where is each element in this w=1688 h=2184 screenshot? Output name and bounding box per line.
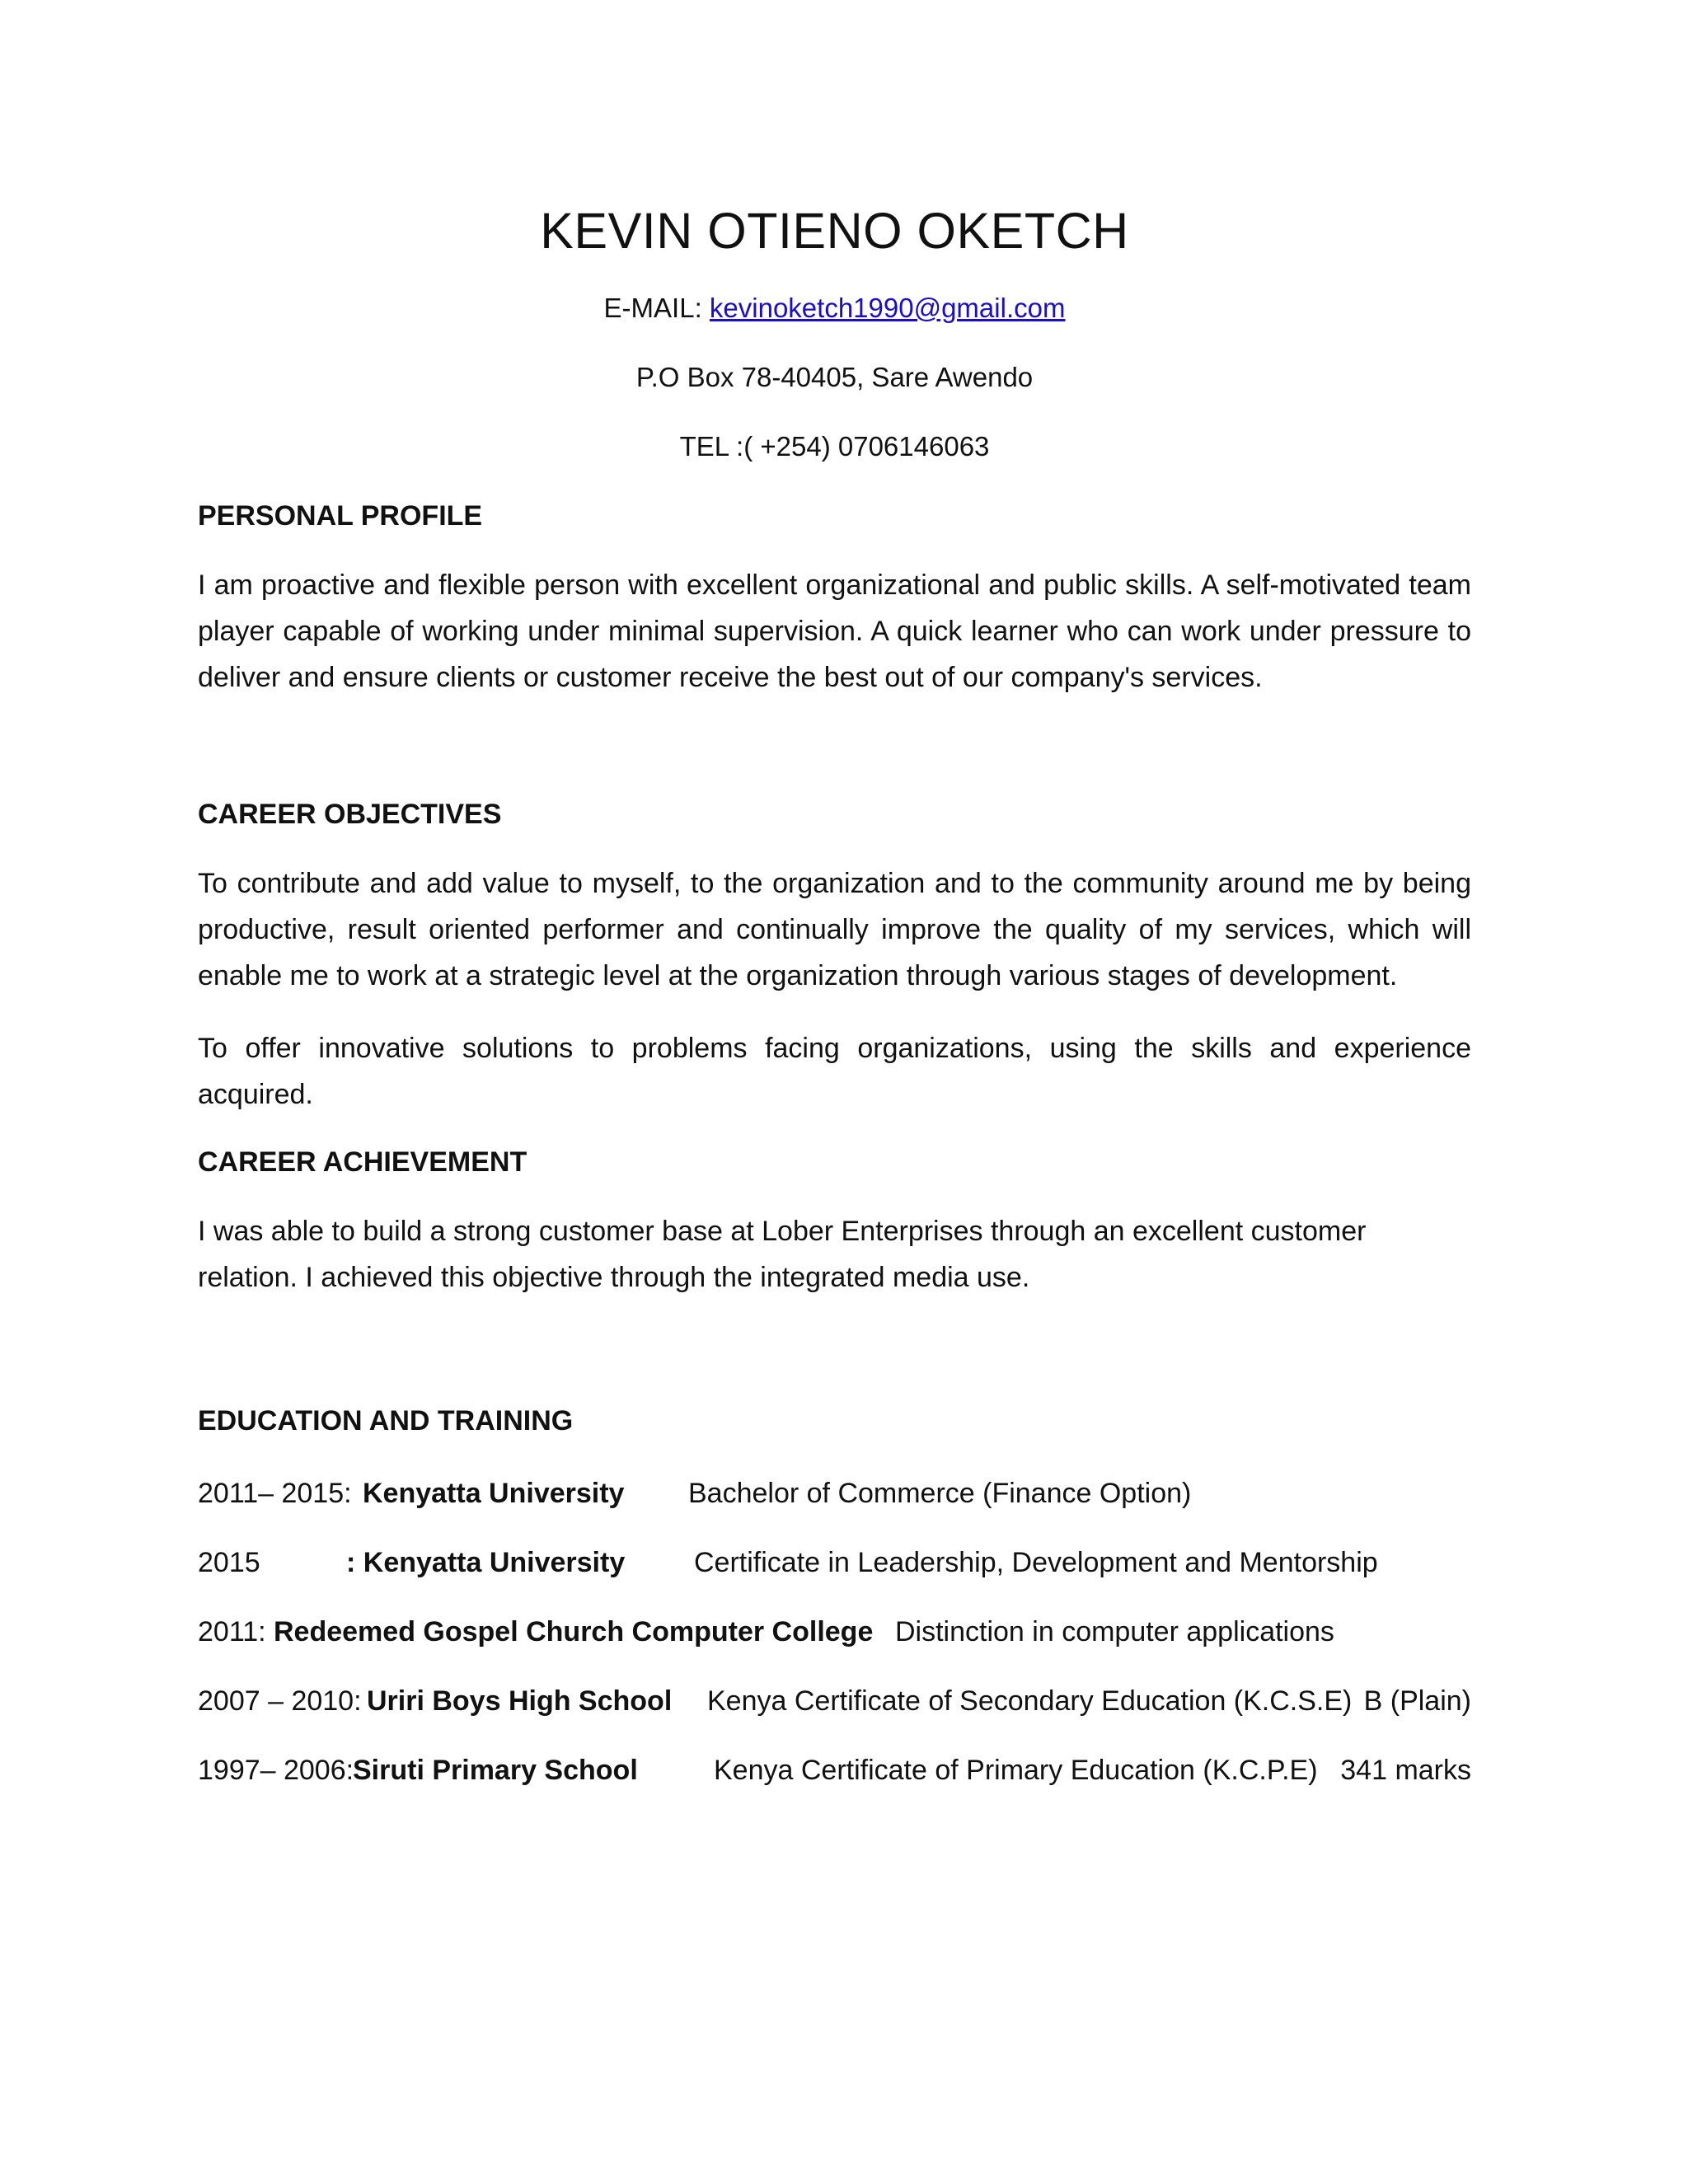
education-institution: Uriri Boys High School: [367, 1685, 673, 1717]
education-institution: Siruti Primary School: [353, 1755, 638, 1786]
education-award: Kenya Certificate of Primary Education (K.C.P.E): [714, 1755, 1318, 1786]
education-list: [198, 1459, 1471, 1805]
career-achievement-text: I was able to build a strong customer base at Lober Enterprises through an excellent customer relation. I achieved this objective through the integrated media use.: [198, 1216, 1367, 1293]
education-row: [198, 1666, 1471, 1736]
education-institution: Redeemed Gospel Church Computer College: [274, 1616, 874, 1647]
education-heading: EDUCATION AND TRAINING: [198, 1405, 574, 1436]
email-line: [198, 290, 1471, 326]
education-years: 2007 – 2010:: [198, 1685, 362, 1717]
career-achievement-heading: CAREER ACHIEVEMENT: [198, 1146, 528, 1178]
email-label: E-MAIL:: [603, 293, 710, 323]
education-award: Kenya Certificate of Secondary Education (K.C.S.E): [707, 1685, 1353, 1717]
education-award: Certificate in Leadership, Development and Mentorship: [694, 1547, 1378, 1578]
career-objectives-heading: CAREER OBJECTIVES: [198, 799, 502, 830]
telephone: TEL :( +254) 0706146063: [679, 431, 990, 462]
education-row: [198, 1736, 1471, 1805]
career-objective-paragraph-2: To offer innovative solutions to problems facing organizations, using the skills and experience acquired.: [198, 1033, 1471, 1110]
education-years: 1997– 2006:: [198, 1755, 354, 1786]
education-grade: 341 marks: [1340, 1755, 1471, 1786]
personal-profile-text: I am proactive and flexible person with excellent organizational and public skills. A self-motivated team player capable of working under minimal supervision. A quick learner who can work under pressure to deliver and ensure clients or customer receive the best out of our company's services.: [198, 569, 1471, 693]
education-award: Distinction in computer applications: [895, 1616, 1334, 1647]
career-objective-paragraph-1: To contribute and add value to myself, to the organization and to the community around me by being productive, result oriented performer and continually improve the quality of my services, which will enable me to work at a strategic level at the organization through various stages of development.: [198, 868, 1471, 991]
education-grade: B (Plain): [1363, 1685, 1471, 1717]
resume-content: [198, 190, 1471, 1805]
education-institution: : Kenyatta University: [346, 1547, 626, 1578]
education-award: Bachelor of Commerce (Finance Option): [688, 1478, 1192, 1509]
education-row: [198, 1597, 1471, 1666]
personal-profile-heading: PERSONAL PROFILE: [198, 500, 483, 532]
education-institution: Kenyatta University: [363, 1478, 625, 1509]
candidate-name: KEVIN OTIENO OKETCH: [540, 203, 1129, 259]
education-row: [198, 1528, 1471, 1597]
postal-address: P.O Box 78-40405, Sare Awendo: [635, 362, 1034, 392]
email-link[interactable]: kevinoketch1990@gmail.com: [709, 293, 1066, 323]
education-years: 2011– 2015:: [198, 1478, 352, 1509]
education-row: [198, 1459, 1471, 1528]
education-years: 2015: [198, 1547, 260, 1578]
education-years: 2011:: [198, 1616, 266, 1647]
